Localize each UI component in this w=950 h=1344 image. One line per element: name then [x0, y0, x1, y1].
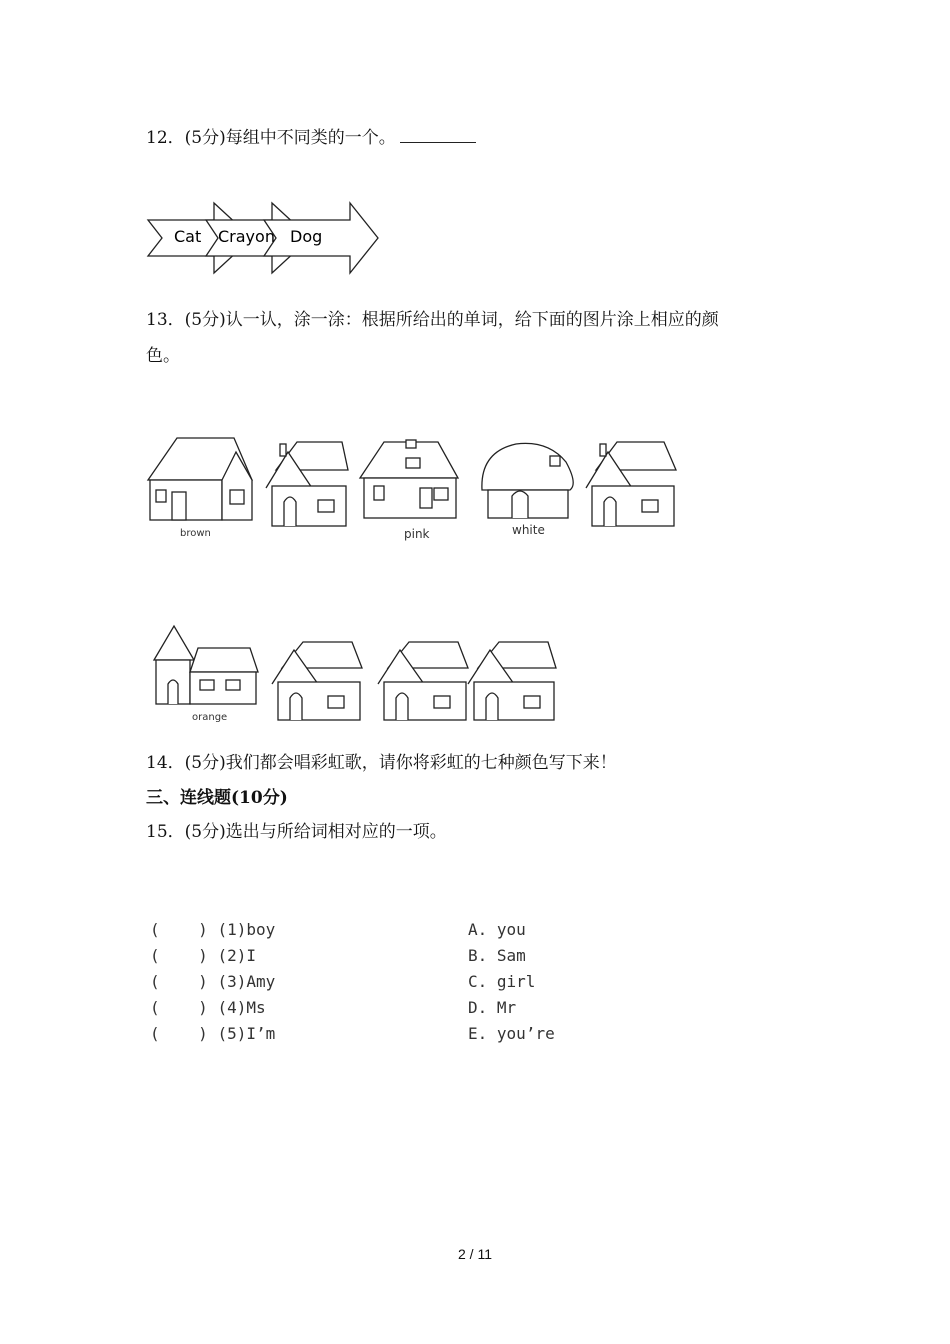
option-letter: B. — [468, 946, 488, 965]
match-right-row[interactable] — [468, 1024, 555, 1050]
question-12-text: 12．(5分)每组中不同类的一个。 — [146, 128, 396, 148]
house-8-drawing — [468, 642, 556, 720]
question-14: 14．(5分)我们都会唱彩虹歌，请你将彩虹的七种颜色写下来！ — [146, 753, 617, 773]
house-white-drawing — [482, 443, 573, 518]
match-left-column — [150, 920, 275, 1050]
answer-paren[interactable]: ( ) — [150, 998, 208, 1017]
houses-row-2 — [142, 620, 562, 730]
answer-blank[interactable] — [400, 126, 476, 143]
answer-paren[interactable]: ( ) — [150, 920, 208, 939]
option-word: Sam — [496, 946, 526, 965]
option-letter: D. — [468, 998, 488, 1017]
house-orange-drawing — [154, 626, 258, 704]
house-label-pink: pink — [404, 527, 430, 541]
match-left-row[interactable] — [150, 1024, 275, 1050]
option-letter: E. — [468, 1024, 488, 1043]
house-brown-drawing — [148, 438, 252, 520]
question-13-line2: 色。 — [146, 346, 180, 366]
question-12 — [146, 126, 476, 150]
question-15: 15．(5分)选出与所给词相对应的一项。 — [146, 822, 447, 842]
answer-paren[interactable]: ( ) — [150, 972, 208, 991]
item-number: (4) — [217, 998, 247, 1017]
match-left-row[interactable] — [150, 998, 275, 1024]
house-7-drawing — [378, 642, 468, 720]
option-word: Mr — [496, 998, 517, 1017]
arrow-word-2: Crayon — [218, 227, 275, 246]
answer-paren[interactable]: ( ) — [150, 1024, 208, 1043]
house-2-drawing — [266, 442, 348, 526]
item-number: (2) — [217, 946, 247, 965]
item-number: (3) — [217, 972, 247, 991]
item-word: I’m — [246, 1024, 276, 1043]
option-letter: A. — [468, 920, 488, 939]
house-6-drawing — [272, 642, 362, 720]
match-right-row[interactable] — [468, 946, 555, 972]
question-13-line1: 13．(5分)认一认，涂一涂：根据所给出的单词，给下面的图片涂上相应的颜 — [146, 310, 719, 330]
answer-paren[interactable]: ( ) — [150, 946, 208, 965]
match-right-row[interactable] — [468, 972, 555, 998]
item-word: Amy — [246, 972, 276, 991]
house-pink-drawing — [360, 440, 458, 518]
item-word: boy — [246, 920, 276, 939]
house-label-orange: orange — [192, 712, 228, 723]
word-arrow-chain — [146, 200, 386, 280]
option-word: girl — [496, 972, 536, 991]
page-number: 2 / 11 — [458, 1246, 492, 1262]
house-label-white: white — [512, 523, 545, 537]
section-3-title: 三、连线题(10分) — [146, 788, 288, 808]
house-label-brown: brown — [180, 528, 211, 539]
item-word: Ms — [246, 998, 266, 1017]
item-number: (1) — [217, 920, 247, 939]
arrow-word-3: Dog — [290, 227, 323, 246]
match-left-row[interactable] — [150, 920, 275, 946]
match-left-row[interactable] — [150, 972, 275, 998]
option-word: you’re — [496, 1024, 555, 1043]
match-left-row[interactable] — [150, 946, 275, 972]
house-5-drawing — [586, 442, 676, 526]
match-right-column — [468, 920, 555, 1050]
match-right-row[interactable] — [468, 998, 555, 1024]
houses-row-1 — [142, 430, 690, 545]
match-right-row[interactable] — [468, 920, 555, 946]
option-letter: C. — [468, 972, 488, 991]
arrow-word-1: Cat — [174, 227, 202, 246]
item-word: I — [246, 946, 256, 965]
item-number: (5) — [217, 1024, 247, 1043]
option-word: you — [496, 920, 526, 939]
